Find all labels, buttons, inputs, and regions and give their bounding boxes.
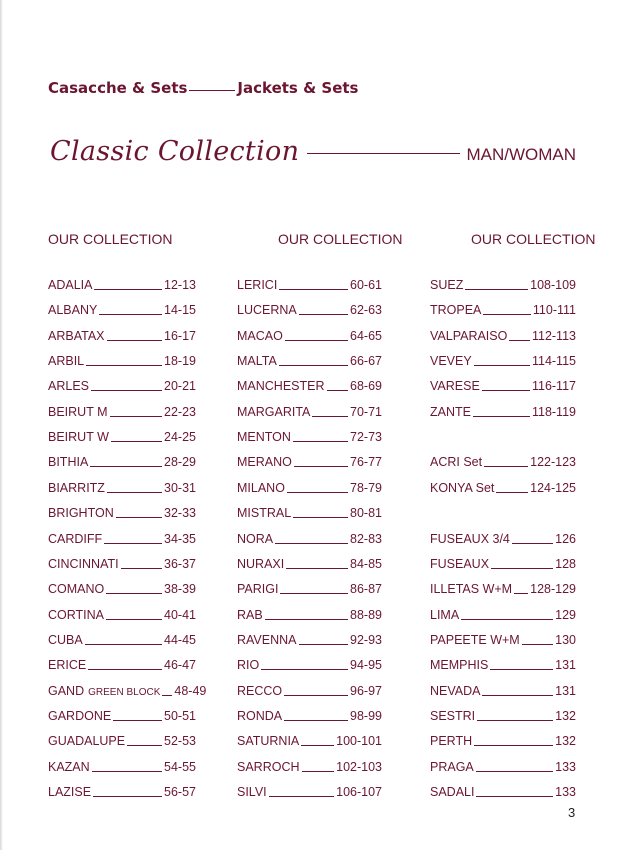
entry-leader-line xyxy=(86,365,162,366)
entry-leader-line xyxy=(293,517,348,518)
entry-name: RIO xyxy=(237,658,260,673)
entry-pages: 66-67 xyxy=(350,354,382,369)
entry-pages: 116-117 xyxy=(531,379,576,394)
index-entry xyxy=(237,582,382,600)
entry-pages: 133 xyxy=(555,759,576,774)
index-entry xyxy=(237,481,382,499)
entry-pages: 30-31 xyxy=(164,480,196,495)
header-left-label: Casacche & Sets xyxy=(48,79,188,97)
entry-pages: 84-85 xyxy=(350,556,382,571)
entry-leader-line xyxy=(476,796,553,797)
entry-pages: 24-25 xyxy=(164,430,196,445)
entry-leader-line xyxy=(99,314,162,315)
entry-name: NORA xyxy=(237,531,274,546)
entry-pages: 102-103 xyxy=(336,759,382,774)
index-entry xyxy=(48,582,196,600)
entry-name: TROPEA xyxy=(430,303,482,318)
entry-name: ARLES xyxy=(48,379,89,394)
index-entry xyxy=(237,760,382,778)
entry-pages: 64-65 xyxy=(350,328,382,343)
index-entry xyxy=(237,633,382,651)
index-entry xyxy=(48,557,196,575)
entry-name: LERICI xyxy=(237,278,278,292)
entry-pages: 36-37 xyxy=(164,556,196,571)
index-entry xyxy=(237,329,382,347)
entry-leader-line xyxy=(483,314,531,315)
index-entry xyxy=(237,785,382,803)
entry-leader-line xyxy=(287,492,348,493)
entry-name: GUADALUPE xyxy=(48,734,126,749)
index-entry xyxy=(48,379,196,397)
index-entry xyxy=(237,430,382,448)
index-entry xyxy=(430,278,576,296)
entry-pages: 132 xyxy=(555,708,576,723)
index-entry xyxy=(430,658,576,676)
entry-pages: 88-89 xyxy=(350,607,382,622)
index-entry xyxy=(48,354,196,372)
entry-name: CINCINNATI xyxy=(48,556,119,571)
entry-pages: 122-123 xyxy=(530,455,576,470)
entry-pages: 34-35 xyxy=(164,531,196,546)
entry-name: MANCHESTER xyxy=(237,379,325,394)
index-entry xyxy=(48,608,196,626)
entry-pages: 48-49 xyxy=(174,683,207,698)
index-entry xyxy=(48,506,196,524)
index-entry xyxy=(430,481,576,499)
entry-leader-line xyxy=(275,543,348,544)
entry-leader-line xyxy=(286,568,348,569)
entry-name: CUBA xyxy=(48,632,83,647)
entry-leader-line xyxy=(514,593,528,594)
entry-name: LIMA xyxy=(430,607,460,622)
entry-name: ERICE xyxy=(48,658,87,673)
entry-name: SUEZ xyxy=(430,278,464,292)
entry-pages: 118-119 xyxy=(531,404,576,419)
entry-leader-line xyxy=(473,416,530,417)
index-entry xyxy=(48,430,196,448)
entry-leader-line xyxy=(269,796,334,797)
header-right-label: Jackets & Sets xyxy=(237,79,359,97)
index-entry xyxy=(48,278,196,296)
entry-name: SILVI xyxy=(237,785,267,799)
entry-pages: 50-51 xyxy=(164,708,196,723)
entry-name: KAZAN xyxy=(48,759,90,774)
entry-leader-line xyxy=(88,669,162,670)
column-heading-2: OUR COLLECTION xyxy=(278,231,403,247)
entry-pages: 54-55 xyxy=(164,759,196,774)
entry-pages: 22-23 xyxy=(164,404,196,419)
index-entry xyxy=(237,608,382,626)
entry-pages: 40-41 xyxy=(164,607,196,622)
header-rule xyxy=(189,90,235,91)
entry-name: MACAO xyxy=(237,328,283,343)
entry-name: RAB xyxy=(237,607,263,622)
entry-name: PAPEETE W+M xyxy=(430,632,520,647)
entry-leader-line xyxy=(265,619,348,620)
index-entry xyxy=(237,455,382,473)
entry-leader-line xyxy=(261,669,348,670)
entry-name: ARBATAX xyxy=(48,328,105,343)
entry-pages: 78-79 xyxy=(350,480,382,495)
index-entry xyxy=(48,785,196,803)
entry-name: VARESE xyxy=(430,379,480,394)
entry-pages: 112-113 xyxy=(531,328,576,343)
entry-pages: 12-13 xyxy=(164,278,196,292)
page-title: Classic Collection xyxy=(50,136,300,167)
entry-name: NURAXI xyxy=(237,556,285,571)
entry-leader-line xyxy=(490,669,553,670)
entry-pages: 129 xyxy=(555,607,576,622)
index-entry xyxy=(237,405,382,423)
entry-pages: 124-125 xyxy=(530,480,576,495)
entry-name: LUCERNA xyxy=(237,303,297,318)
entry-pages: 14-15 xyxy=(164,303,196,318)
entry-name: MALTA xyxy=(237,354,277,369)
entry-leader-line xyxy=(476,771,553,772)
entry-name: CARDIFF xyxy=(48,531,103,546)
entry-leader-line xyxy=(111,441,162,442)
index-entry xyxy=(237,532,382,550)
entry-name: VALPARAISO xyxy=(430,328,508,343)
index-entry xyxy=(237,684,382,702)
entry-name: NEVADA xyxy=(430,683,481,698)
index-entry xyxy=(48,455,196,473)
entry-pages: 114-115 xyxy=(531,354,576,369)
entry-pages: 106-107 xyxy=(336,785,382,799)
section-header xyxy=(48,79,358,97)
entry-pages: 32-33 xyxy=(164,506,196,521)
page-subtitle: MAN/WOMAN xyxy=(466,145,576,164)
entry-leader-line xyxy=(284,720,348,721)
entry-pages: 80-81 xyxy=(350,506,382,521)
entry-leader-line xyxy=(327,390,349,391)
entry-pages: 110-111 xyxy=(532,303,576,318)
index-entry xyxy=(237,379,382,397)
entry-pages: 94-95 xyxy=(350,658,382,673)
entry-name: BIARRITZ xyxy=(48,480,105,495)
entry-name: ALBANY xyxy=(48,303,98,318)
index-entry xyxy=(237,734,382,752)
entry-leader-line xyxy=(477,720,553,721)
index-entry xyxy=(48,532,196,550)
entry-leader-line xyxy=(293,441,348,442)
entry-name: GARDONE xyxy=(48,708,112,723)
entry-name: ACRI Set xyxy=(430,455,483,470)
page-edge-shadow xyxy=(0,0,3,850)
index-entry xyxy=(430,734,576,752)
title-rule xyxy=(307,153,460,154)
index-entry xyxy=(430,785,576,803)
entry-pages: 128 xyxy=(555,556,576,571)
entry-name: ILLETAS W+M xyxy=(430,582,513,597)
index-entry xyxy=(48,683,207,702)
index-entry xyxy=(48,658,196,676)
entry-leader-line xyxy=(107,492,162,493)
entry-leader-line xyxy=(104,543,162,544)
index-entry xyxy=(430,329,576,347)
index-entry xyxy=(430,379,576,397)
entry-name: BITHIA xyxy=(48,455,89,470)
entry-name: MISTRAL xyxy=(237,506,292,521)
entry-leader-line xyxy=(85,644,162,645)
entry-leader-line xyxy=(110,416,163,417)
entry-leader-line xyxy=(107,340,163,341)
index-entry xyxy=(48,633,196,651)
entry-leader-line xyxy=(496,492,528,493)
entry-name: MERANO xyxy=(237,455,292,470)
index-entry xyxy=(237,709,382,727)
entry-pages: 68-69 xyxy=(350,379,382,394)
entry-leader-line xyxy=(512,543,553,544)
entry-leader-line xyxy=(491,568,553,569)
entry-pages: 70-71 xyxy=(350,404,382,419)
entry-leader-line xyxy=(106,593,162,594)
entry-name: ADALIA xyxy=(48,278,93,292)
index-entry xyxy=(48,303,196,321)
entry-name: MILANO xyxy=(237,480,285,495)
entry-leader-line xyxy=(522,644,553,645)
entry-leader-line xyxy=(299,314,348,315)
index-entry xyxy=(430,532,576,550)
index-entry xyxy=(48,709,196,727)
entry-pages: 52-53 xyxy=(164,734,196,749)
entry-pages: 82-83 xyxy=(350,531,382,546)
entry-pages: 72-73 xyxy=(350,430,382,445)
index-entry xyxy=(48,734,196,752)
index-entry xyxy=(237,303,382,321)
entry-pages: 76-77 xyxy=(350,455,382,470)
index-entry xyxy=(430,608,576,626)
entry-leader-line xyxy=(91,390,162,391)
entry-name: LAZISE xyxy=(48,785,92,799)
entry-name: SATURNIA xyxy=(237,734,300,749)
entry-pages: 92-93 xyxy=(350,632,382,647)
index-entry xyxy=(237,354,382,372)
entry-name: VEVEY xyxy=(430,354,472,369)
entry-leader-line xyxy=(162,695,172,696)
entry-name: RAVENNA xyxy=(237,632,297,647)
entry-name: BRIGHTON xyxy=(48,506,114,521)
entry-pages: 62-63 xyxy=(350,303,382,318)
entry-pages: 128-129 xyxy=(530,582,576,597)
entry-name: RECCO xyxy=(237,683,283,698)
entry-name: BEIRUT M xyxy=(48,404,108,419)
entry-leader-line xyxy=(284,695,348,696)
entry-leader-line xyxy=(94,289,162,290)
entry-leader-line xyxy=(106,619,162,620)
entry-name: FUSEAUX 3/4 xyxy=(430,531,510,546)
entry-leader-line xyxy=(113,720,162,721)
entry-name: KONYA Set xyxy=(430,480,495,495)
entry-name: CORTINA xyxy=(48,607,105,622)
entry-name: SESTRI xyxy=(430,708,476,723)
entry-name: MARGARITA xyxy=(237,404,311,419)
entry-leader-line xyxy=(301,745,334,746)
entry-leader-line xyxy=(299,644,349,645)
entry-pages: 60-61 xyxy=(350,278,382,292)
entry-pages: 131 xyxy=(555,683,576,698)
page-number: 3 xyxy=(568,805,576,820)
index-entry xyxy=(48,481,196,499)
index-entry xyxy=(48,329,196,347)
index-entry xyxy=(430,455,576,473)
entry-pages: 20-21 xyxy=(164,379,196,394)
column-heading-3: OUR COLLECTION xyxy=(471,231,596,247)
entry-pages: 132 xyxy=(555,734,576,749)
entry-leader-line xyxy=(279,365,348,366)
entry-pages: 16-17 xyxy=(164,328,196,343)
entry-name: ZANTE xyxy=(430,404,471,419)
title-row xyxy=(50,136,576,167)
entry-pages: 86-87 xyxy=(350,582,382,597)
entry-name: MEMPHIS xyxy=(430,658,489,673)
index-entry xyxy=(430,633,576,651)
entry-name: BEIRUT W xyxy=(48,430,109,445)
index-entry xyxy=(48,405,196,423)
entry-leader-line xyxy=(280,593,348,594)
entry-name: COMANO xyxy=(48,582,105,597)
entry-name: MENTON xyxy=(237,430,291,445)
index-entry xyxy=(430,760,576,778)
entry-leader-line xyxy=(279,289,348,290)
entry-leader-line xyxy=(302,771,335,772)
entry-leader-line xyxy=(482,390,530,391)
entry-name: PRAGA xyxy=(430,759,474,774)
index-entry xyxy=(430,582,576,600)
entry-pages: 46-47 xyxy=(164,658,196,673)
entry-name: RONDA xyxy=(237,708,283,723)
entry-pages: 18-19 xyxy=(164,354,196,369)
entry-pages: 96-97 xyxy=(350,683,382,698)
entry-leader-line xyxy=(127,745,162,746)
entry-leader-line xyxy=(294,466,348,467)
entry-leader-line xyxy=(461,619,553,620)
column-heading-1: OUR COLLECTION xyxy=(48,231,173,247)
index-entry xyxy=(237,658,382,676)
entry-pages: 131 xyxy=(555,658,576,673)
entry-leader-line xyxy=(484,466,528,467)
entry-pages: 98-99 xyxy=(350,708,382,723)
entry-leader-line xyxy=(312,416,348,417)
index-entry xyxy=(430,354,576,372)
entry-pages: 126 xyxy=(555,531,576,546)
index-entry xyxy=(430,684,576,702)
index-entry xyxy=(430,303,576,321)
index-entry xyxy=(237,506,382,524)
index-entry xyxy=(430,709,576,727)
entry-name: PARIGI xyxy=(237,582,279,597)
index-entry xyxy=(237,557,382,575)
entry-pages: 108-109 xyxy=(530,278,576,292)
entry-leader-line xyxy=(474,365,530,366)
entry-pages: 130 xyxy=(555,632,576,647)
entry-note: GREEN BLOCK xyxy=(88,686,161,698)
index-entry xyxy=(48,760,196,778)
entry-pages: 100-101 xyxy=(336,734,382,749)
entry-leader-line xyxy=(90,466,162,467)
entry-leader-line xyxy=(474,745,553,746)
entry-leader-line xyxy=(465,289,528,290)
entry-leader-line xyxy=(121,568,162,569)
entry-leader-line xyxy=(285,340,348,341)
index-entry xyxy=(430,557,576,575)
entry-pages: 28-29 xyxy=(164,455,196,470)
entry-leader-line xyxy=(93,796,162,797)
entry-leader-line xyxy=(509,340,530,341)
entry-name: GAND xyxy=(48,683,85,698)
entry-leader-line xyxy=(92,771,162,772)
entry-name: FUSEAUX xyxy=(430,556,490,571)
index-entry xyxy=(237,278,382,296)
entry-pages: 44-45 xyxy=(164,632,196,647)
entry-pages: 133 xyxy=(555,785,576,799)
entry-pages: 56-57 xyxy=(164,785,196,799)
entry-name: SARROCH xyxy=(237,759,300,774)
entry-leader-line xyxy=(116,517,162,518)
entry-leader-line xyxy=(482,695,553,696)
index-entry xyxy=(430,405,576,423)
entry-name: PERTH xyxy=(430,734,473,749)
entry-name: ARBIL xyxy=(48,354,85,369)
entry-pages: 38-39 xyxy=(164,582,196,597)
entry-name: SADALI xyxy=(430,785,475,799)
